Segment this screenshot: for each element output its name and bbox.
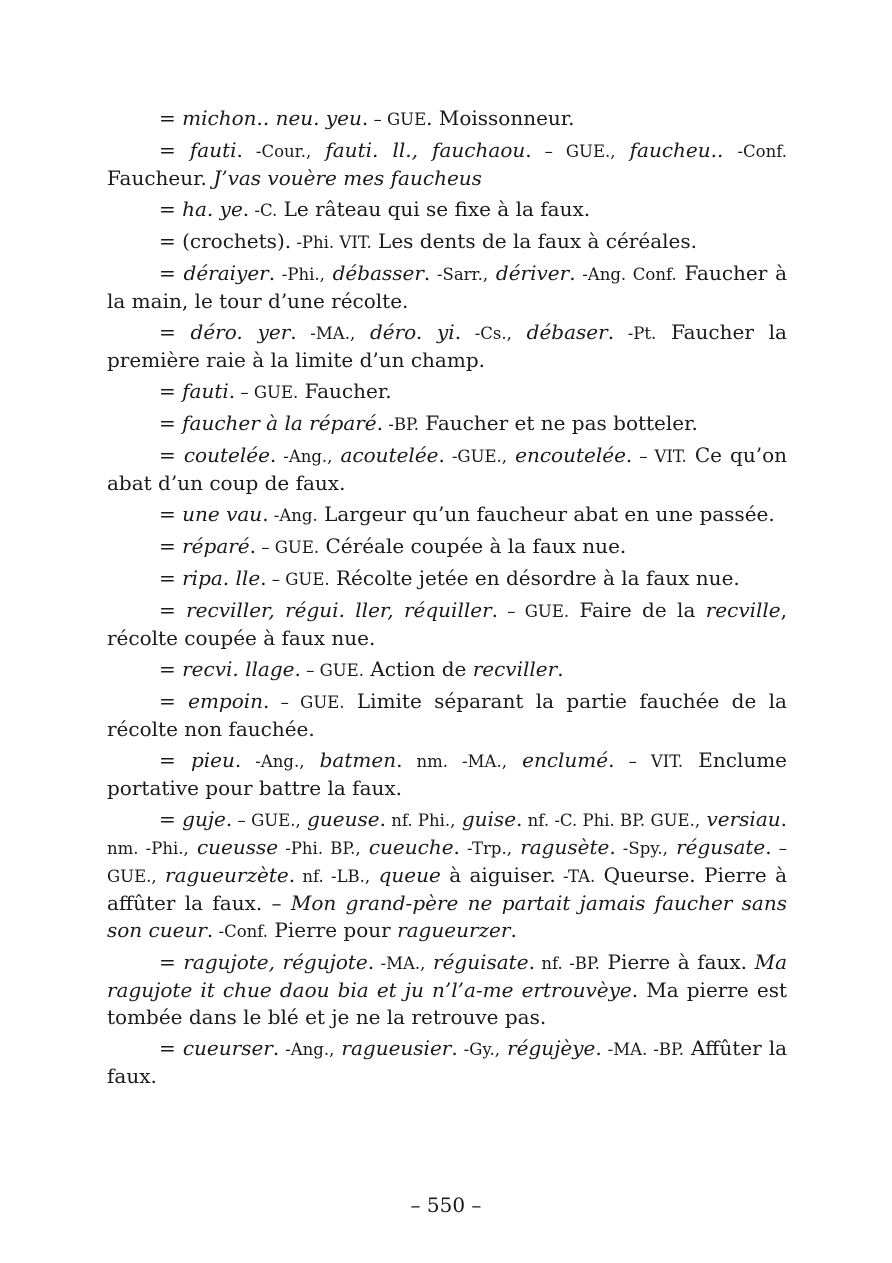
entry-text: . (780, 807, 787, 831)
entry-text: . (557, 657, 564, 681)
entry-text: = (159, 106, 183, 130)
entry-text: . (379, 807, 386, 831)
entry-text: = (159, 379, 183, 403)
entry-text: , récolte coupée à faux nue. (107, 598, 787, 650)
entry-text: . (225, 807, 233, 831)
locality-code: – GUE. (235, 383, 299, 402)
entry-text (488, 261, 496, 285)
locality-code: – GUE (368, 110, 427, 129)
dialect-term: ripa. lle (182, 566, 261, 590)
dialect-term: ragueusier (341, 1036, 452, 1060)
glossary-entry (107, 196, 787, 224)
dialect-term: réguisate (433, 950, 529, 974)
locality-code: -Ang., (276, 447, 333, 466)
glossary-entry (107, 533, 787, 561)
dialect-term: encoutelée (515, 443, 626, 467)
entry-text: . (491, 598, 499, 622)
locality-code: – GUE., (107, 839, 787, 886)
locality-code: – GUE., (531, 142, 616, 161)
entry-text (189, 835, 197, 859)
entry-text: = (159, 502, 183, 526)
entry-text: . (206, 918, 214, 942)
locality-code: -Cour., (242, 142, 312, 161)
locality-code: -Pt. (614, 324, 657, 343)
entry-text (355, 320, 370, 344)
entry-text: . (234, 748, 242, 772)
locality-code: – GUE. (266, 570, 330, 589)
dialect-term: ragueurzète (165, 863, 289, 887)
entry-text: . (260, 566, 267, 590)
entry-text: Ce qu’on abat d’un coup de faux. (107, 443, 787, 495)
entry-text: . (228, 379, 236, 403)
dialect-term: Mon grand-père ne partait jamais faucher sans son cueur (107, 891, 788, 942)
entry-text: = (159, 534, 183, 558)
entry-text: = (159, 320, 191, 344)
glossary-entry (107, 597, 787, 652)
entry-text: = (159, 598, 187, 622)
dialect-term: recvi. llage (182, 657, 295, 681)
entry-text: Le râteau qui se fixe à la faux. (277, 197, 591, 221)
entry-text: = (159, 443, 184, 467)
locality-code: -GUE., (444, 447, 508, 466)
locality-code: -Trp., (459, 839, 512, 858)
glossary-entry (107, 806, 787, 945)
entry-text: . (608, 748, 615, 772)
entry-text (512, 835, 520, 859)
entry-text: = (159, 748, 191, 772)
dialect-term: recviller (472, 657, 558, 681)
entry-text: . (262, 502, 269, 526)
entry-text: . (236, 138, 243, 162)
entry-text (512, 320, 527, 344)
dialect-term: débaser (526, 320, 608, 344)
entry-text: . (607, 320, 615, 344)
entry-text: = (159, 807, 183, 831)
entry-text: . (454, 320, 462, 344)
entry-text: . (290, 320, 297, 344)
dialect-term: déro. yer (190, 320, 291, 344)
entry-text: . (510, 918, 517, 942)
locality-code: -MA. -BP. (601, 1040, 684, 1059)
glossary-entry (107, 565, 787, 593)
dialect-term: fauti (189, 138, 237, 162)
entry-text: = (159, 261, 184, 285)
entry-text: = (159, 657, 183, 681)
glossary-entry (107, 378, 787, 406)
entry-text: Queurse. Pierre à affûter la faux. – (107, 863, 788, 915)
entry-text: . (595, 1036, 602, 1060)
entry-text: . (268, 261, 276, 285)
entry-text: Faucheur. (107, 166, 214, 190)
entry-text: = (159, 950, 184, 974)
entry-text: Enclume portative pour battre la faux. (107, 748, 788, 800)
entry-text (425, 950, 433, 974)
dialect-term: fauti (182, 379, 229, 403)
entry-text: = (159, 566, 183, 590)
dialect-term: débasser (332, 261, 424, 285)
locality-code: – GUE. (498, 602, 570, 621)
dialect-term: fauti. ll., fauchaou (325, 138, 526, 162)
entry-text: . (272, 1036, 280, 1060)
entry-text: . (361, 106, 369, 130)
locality-code: nm. -MA., (402, 752, 507, 771)
entry-text: = (159, 138, 190, 162)
entry-text: Affûter la faux. (107, 1036, 788, 1088)
locality-code: nf. -LB., (295, 867, 371, 886)
dialect-term: déro. yi (369, 320, 455, 344)
entry-text: Les dents de la faux à céréales. (371, 229, 697, 253)
entry-text: . (609, 835, 616, 859)
locality-code: – GUE. (269, 693, 345, 712)
dialect-term: Ma ragujote it chue daou bia et ju n’l’a-me ertrouvèye (107, 950, 788, 1002)
dialect-term: faucher à la réparé (182, 411, 377, 435)
entry-text: . (269, 443, 277, 467)
entry-text: = (159, 1036, 183, 1060)
entry-text: . (288, 863, 296, 887)
entry-text: Action de (363, 657, 473, 681)
dialect-term: cueuche (368, 835, 454, 859)
locality-code: – VIT. (632, 447, 687, 466)
dialect-term: ragujote, régujote (183, 950, 368, 974)
entry-text: Pierre pour (268, 918, 398, 942)
entry-text (361, 835, 369, 859)
entry-text: . (438, 443, 445, 467)
entry-text: . Ma pierre est tombée dans le blé et je ne la retrouve pas. (107, 978, 787, 1029)
entry-text: Limite séparant la partie fauchée de la récolte non fauchée. (107, 689, 787, 741)
entry-text (157, 863, 165, 887)
glossary-entry (107, 1035, 787, 1090)
glossary-entry (107, 319, 787, 374)
entry-text: . (569, 261, 576, 285)
locality-code: -Conf. (737, 142, 788, 161)
entry-text: . Moissonneur. (426, 106, 575, 130)
dialect-term: cueurser (182, 1036, 273, 1060)
entry-text: Faucher à la main, le tour d’une récolte. (107, 261, 787, 313)
dialect-term: gueuse (307, 807, 380, 831)
dialect-term: coutelée (183, 443, 270, 467)
entry-text (332, 443, 340, 467)
glossary-entry (107, 949, 787, 1031)
locality-code: -Ang., (279, 1040, 335, 1059)
entry-text: . (423, 261, 431, 285)
dialect-term: régusate (676, 835, 766, 859)
entry-text: . (367, 950, 375, 974)
locality-code: -Ang. Conf. (575, 265, 677, 284)
dialect-term: J’vas vouère mes faucheus (213, 166, 482, 190)
entry-text: . (249, 534, 257, 558)
entry-text (668, 835, 676, 859)
dialect-term: déraiyer (183, 261, 269, 285)
dialect-term: recviller, régui. ller, réquiller (186, 598, 492, 622)
entry-text: Faucher et ne pas botteler. (418, 411, 698, 435)
glossary-entry (107, 228, 787, 256)
dialect-term: queue (378, 863, 441, 887)
dialect-term: ragusète (520, 835, 610, 859)
locality-code: nf. -C. Phi. BP. GUE., (522, 811, 701, 830)
entry-text: . (528, 950, 535, 974)
dialect-term: ragueurzer (397, 918, 511, 942)
entry-text (616, 138, 630, 162)
entry-text (507, 443, 515, 467)
locality-code: -TA. (555, 867, 596, 886)
entry-text: = (crochets). (159, 229, 292, 253)
entry-text: = (159, 689, 189, 713)
dialect-term: empoin (188, 689, 264, 713)
dialect-term: versiau (706, 807, 781, 831)
entry-text: . (263, 689, 270, 713)
dialect-term: régujèye (507, 1036, 596, 1060)
locality-code: -Gy., (457, 1040, 501, 1059)
dialect-term: batmen (319, 748, 397, 772)
entry-text: . (765, 835, 772, 859)
glossary-entry (107, 688, 787, 743)
dialect-term: michon.. neu. yeu (182, 106, 362, 130)
locality-code: – VIT. (614, 752, 684, 771)
entry-text: Faire de la (569, 598, 706, 622)
glossary-entry (107, 442, 787, 497)
entry-text: . (242, 197, 250, 221)
locality-code: -MA., (296, 324, 356, 343)
glossary-page (107, 105, 787, 1094)
entry-text: à aiguiser. (440, 863, 556, 887)
locality-code: – GUE. (256, 538, 320, 557)
dialect-term: enclumé (522, 748, 609, 772)
entry-text (507, 748, 522, 772)
locality-code: – GUE., (232, 811, 301, 830)
locality-code: -Phi. BP., (278, 839, 361, 858)
entry-text (723, 138, 737, 162)
entry-text: Récolte jetée en désordre à la faux nue. (329, 566, 740, 590)
dialect-term: réparé (182, 534, 250, 558)
entry-text: = (159, 197, 183, 221)
entry-text: Faucher. (298, 379, 392, 403)
entry-text: . (525, 138, 532, 162)
locality-code: nf. Phi., (385, 811, 456, 830)
locality-code: -Sarr., (430, 265, 489, 284)
locality-code: -Ang., (241, 752, 305, 771)
entry-text (325, 261, 333, 285)
entry-text: . (451, 1036, 458, 1060)
dialect-term: pieu (190, 748, 235, 772)
locality-code: -BP. (383, 415, 419, 434)
entry-text: Pierre à faux. (599, 950, 755, 974)
locality-code: nf. -BP. (534, 954, 600, 973)
dialect-term: une vau (182, 502, 263, 526)
glossary-entry (107, 656, 787, 684)
glossary-entry (107, 137, 787, 192)
entry-text: . (516, 807, 523, 831)
entry-text: Largeur qu’un faucheur abat en une passée. (317, 502, 775, 526)
glossary-entry (107, 260, 787, 315)
locality-code: nm. -Phi., (107, 839, 189, 858)
entry-text: Céréale coupée à la faux nue. (319, 534, 627, 558)
locality-code: -Conf. (213, 922, 269, 941)
dialect-term: cueusse (196, 835, 279, 859)
dialect-term: faucheu.. (629, 138, 724, 162)
dialect-term: guje (182, 807, 226, 831)
dialect-term: acoutelée (340, 443, 439, 467)
dialect-term: dériver (495, 261, 570, 285)
locality-code: -Ang. (268, 506, 318, 525)
locality-code: -Phi. VIT. (291, 233, 372, 252)
glossary-entry (107, 105, 787, 133)
locality-code: -Spy., (615, 839, 668, 858)
entry-text: . (453, 835, 460, 859)
locality-code: -MA., (374, 954, 426, 973)
entry-text (370, 863, 378, 887)
locality-code: – GUE. (300, 661, 364, 680)
dialect-term: recville (705, 598, 781, 622)
dialect-term: guise (461, 807, 517, 831)
locality-code: -Phi., (275, 265, 325, 284)
glossary-entry (107, 501, 787, 529)
entry-text: Faucher la première raie à la limite d’un champ. (107, 320, 787, 372)
entry-text: = (159, 411, 183, 435)
entry-text: . (376, 411, 384, 435)
locality-code: -C. (249, 201, 278, 220)
entry-text (304, 748, 319, 772)
entry-text: . (396, 748, 403, 772)
entry-text: . (625, 443, 633, 467)
dialect-term: ha. ye (182, 197, 243, 221)
glossary-entry (107, 747, 787, 802)
entry-text: . (294, 657, 301, 681)
glossary-entry (107, 410, 787, 438)
entry-text (311, 138, 325, 162)
locality-code: -Cs., (461, 324, 512, 343)
page-number: – 550 – (410, 1193, 482, 1217)
